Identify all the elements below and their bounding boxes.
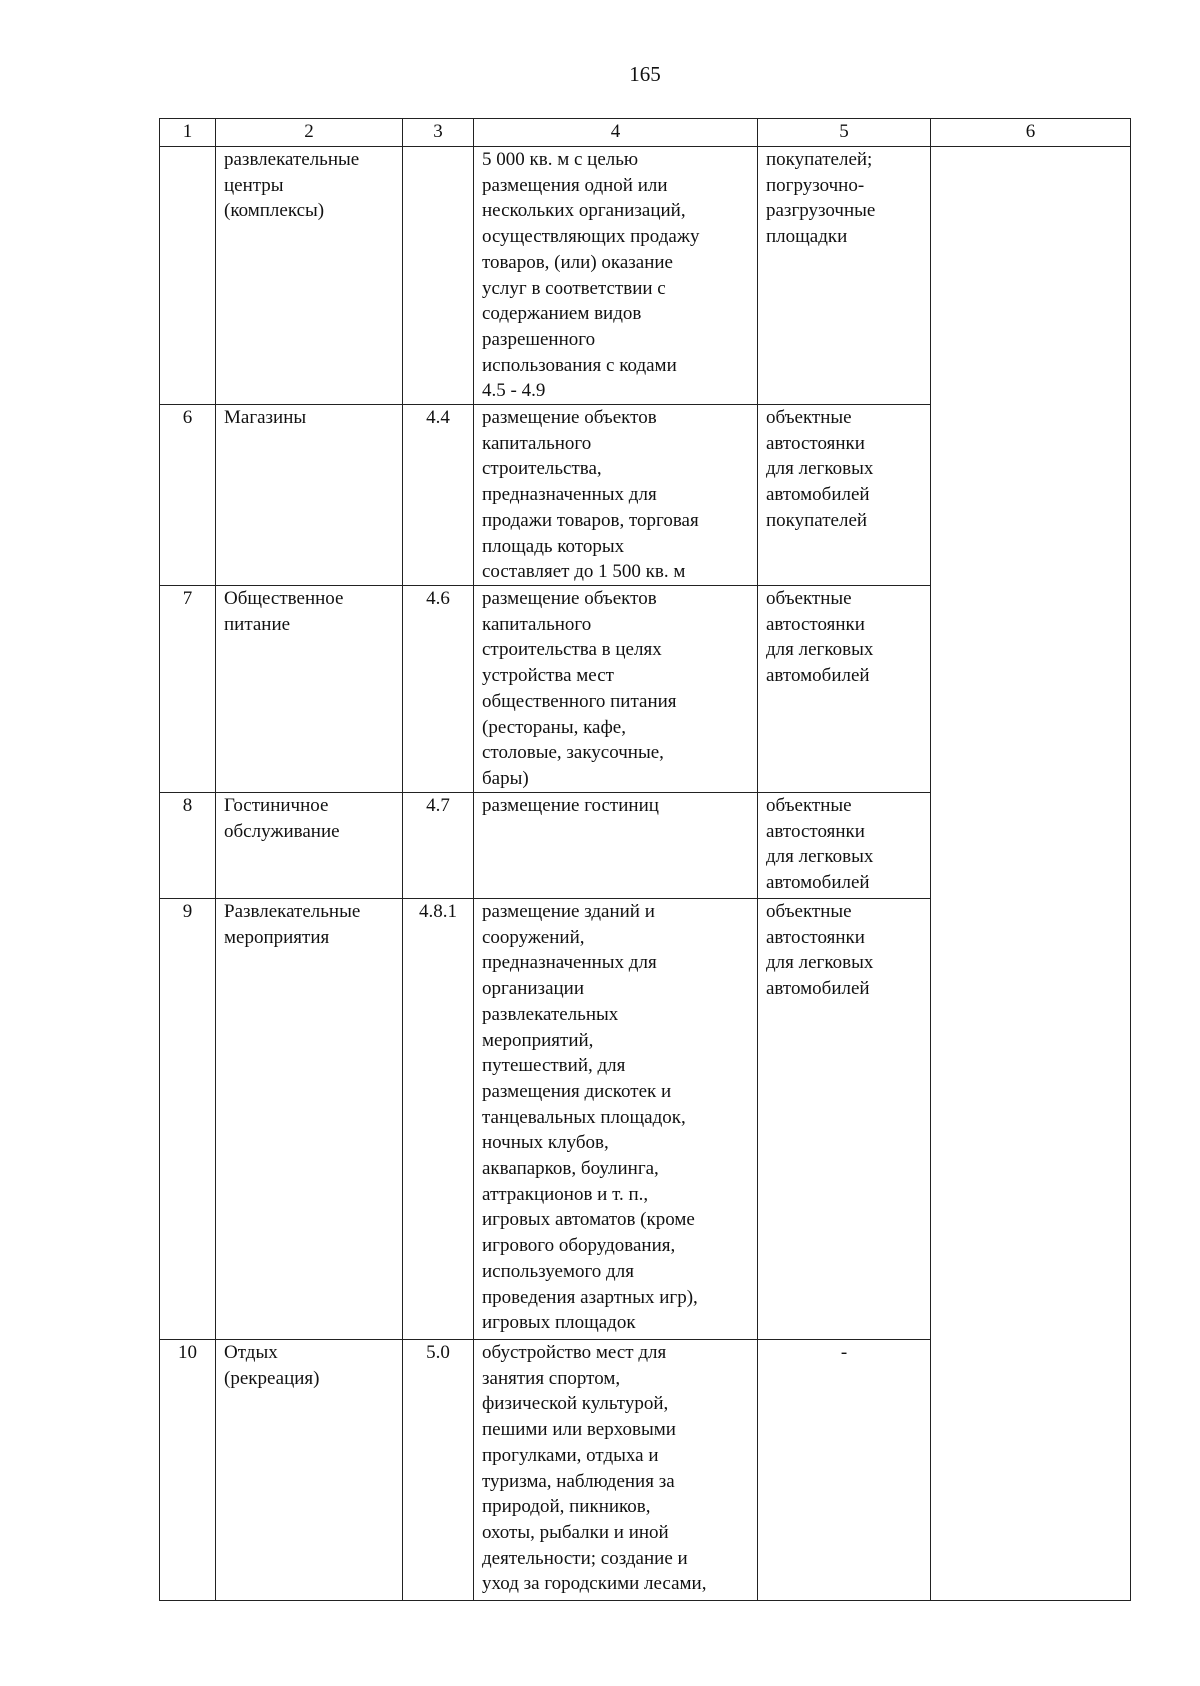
auxiliary-uses: объектные автостоянки для легковых автомобилей [758,793,931,899]
use-code: 5.0 [403,1340,474,1601]
use-code: 4.7 [403,793,474,899]
use-type-name: Развлекательные мероприятия [216,899,403,1340]
use-description: 5 000 кв. м с целью размещения одной или нескольких организаций, осуществляющих продажу товаров, (или) оказание услуг в соответствии с содержанием видов разрешенного использования с кодами 4.5 - 4.9 [474,147,758,405]
header-col-2: 2 [216,119,403,147]
land-use-table [159,118,1131,1601]
use-description: размещение зданий и сооружений, предназначенных для организации развлекательных мероприятий, путешествий, для размещения дискотек и танцевальных площадок, ночных клубов, аквапарков, боулинга, аттракционов и т. п., игровых автоматов (кроме игрового оборудования, используемого для проведения азартных игр), игровых площадок [474,899,758,1340]
header-col-5: 5 [758,119,931,147]
auxiliary-uses: объектные автостоянки для легковых автомобилей [758,899,931,1340]
use-description: размещение объектов капитального строительства, предназначенных для продажи товаров, торговая площадь которых составляет до 1 500 кв. м [474,405,758,586]
use-description: размещение гостиниц [474,793,758,899]
auxiliary-uses: объектные автостоянки для легковых автомобилей покупателей [758,405,931,586]
row-number [160,147,216,405]
header-col-3: 3 [403,119,474,147]
page-number: 165 [629,62,661,86]
use-description: размещение объектов капитального строительства в целях устройства мест общественного питания (рестораны, кафе, столовые, закусочные, бары) [474,586,758,793]
row-number: 9 [160,899,216,1340]
row-number: 10 [160,1340,216,1601]
row-number: 8 [160,793,216,899]
use-type-name: Общественное питание [216,586,403,793]
use-code [403,147,474,405]
row-number: 7 [160,586,216,793]
header-col-1: 1 [160,119,216,147]
auxiliary-uses: объектные автостоянки для легковых автомобилей [758,586,931,793]
use-type-name: Магазины [216,405,403,586]
table-header-row [160,119,1131,147]
row-number: 6 [160,405,216,586]
use-type-name: Отдых (рекреация) [216,1340,403,1601]
use-type-name: Гостиничное обслуживание [216,793,403,899]
table-row [160,147,1131,405]
column-6-cell [931,147,1131,1601]
use-code: 4.6 [403,586,474,793]
use-code: 4.8.1 [403,899,474,1340]
auxiliary-uses: - [758,1340,931,1601]
use-description: обустройство мест для занятия спортом, физической культурой, пешими или верховыми прогулками, отдыха и туризма, наблюдения за природой, пикников, охоты, рыбалки и иной деятельности; создание и уход за городскими лесами, [474,1340,758,1601]
auxiliary-uses: покупателей; погрузочно- разгрузочные площадки [758,147,931,405]
header-col-4: 4 [474,119,758,147]
header-col-6: 6 [931,119,1131,147]
use-type-name: развлекательные центры (комплексы) [216,147,403,405]
use-code: 4.4 [403,405,474,586]
